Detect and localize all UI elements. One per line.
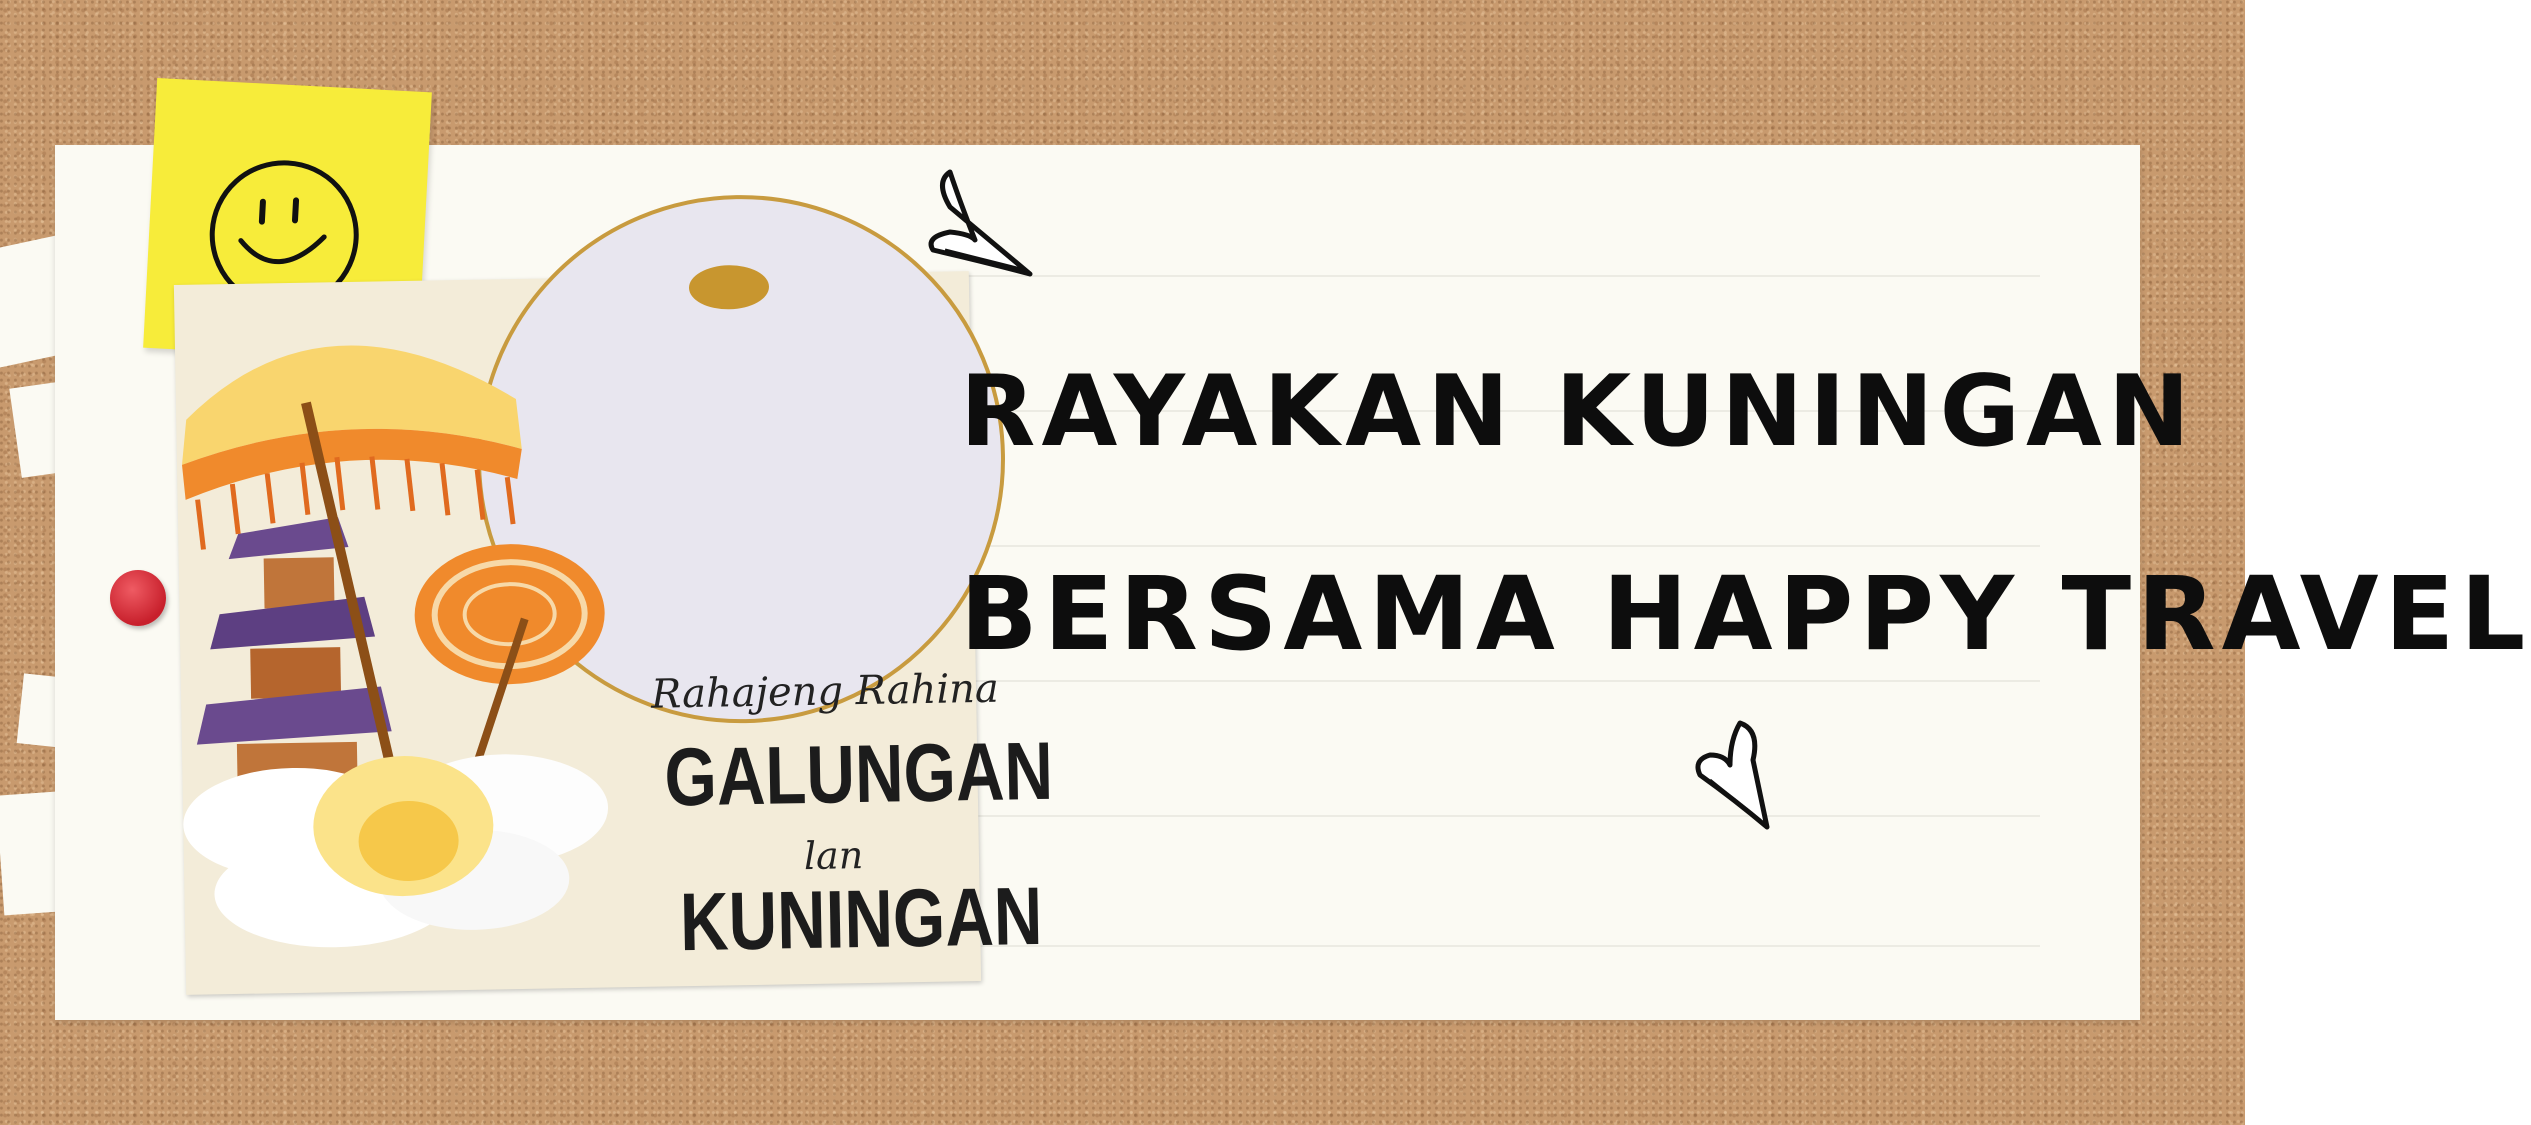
push-pin-icon — [110, 570, 166, 626]
headline-line-2: BERSAMA HAPPY TRAVEL — [960, 555, 2531, 674]
heart-doodle-icon — [925, 162, 1050, 282]
paper-rule-line — [955, 545, 2040, 547]
greeting-text: Rahajeng Rahina — [650, 665, 1000, 718]
paper-rule-line — [955, 275, 2040, 277]
galungan-word: GALUNGAN — [663, 725, 1054, 824]
paper-rule-line — [955, 815, 2040, 817]
connector-word: lan — [803, 833, 864, 879]
galungan-kuningan-photo — [174, 271, 1054, 995]
headline-line-1: RAYAKAN KUNINGAN — [960, 355, 2196, 469]
heart-doodle-icon — [1685, 715, 1780, 835]
paper-rule-line — [955, 680, 2040, 682]
paper-rule-line — [955, 945, 2040, 947]
kuningan-word: KUNINGAN — [679, 870, 1044, 969]
